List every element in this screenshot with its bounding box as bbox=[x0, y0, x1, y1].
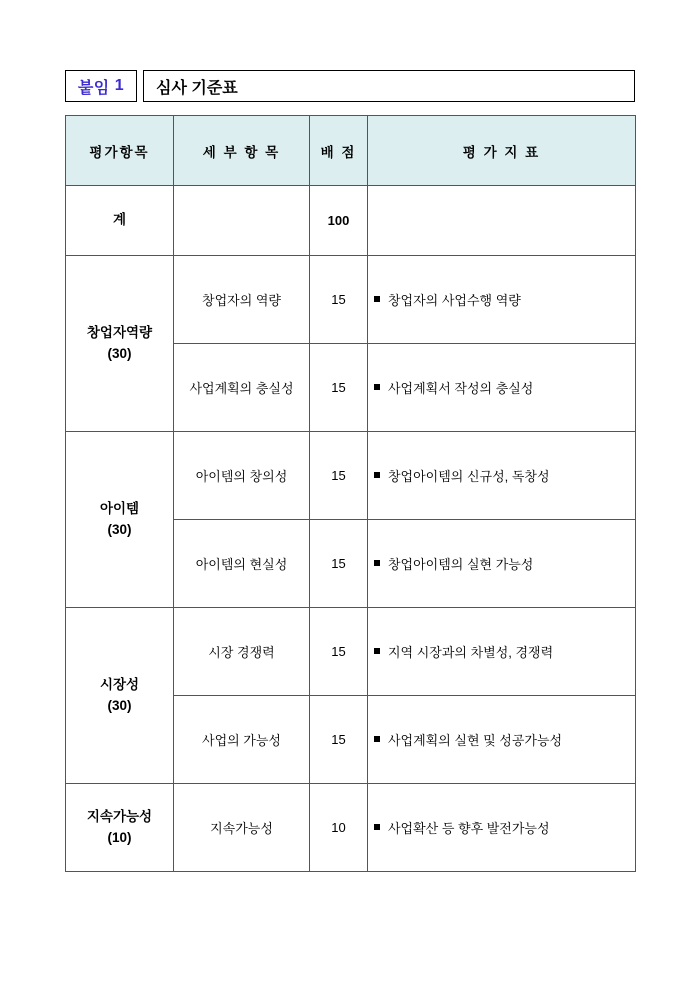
subitem-cell: 아이템의 현실성 bbox=[174, 520, 310, 608]
total-score: 100 bbox=[310, 186, 368, 256]
document-title-box bbox=[143, 70, 635, 102]
total-subitem bbox=[174, 186, 310, 256]
indicator-text: 창업자의 사업수행 역량 bbox=[388, 293, 521, 308]
indicator-cell bbox=[368, 432, 636, 520]
category-name: 창업자역량 bbox=[86, 325, 153, 341]
bullet-icon bbox=[374, 560, 380, 566]
indicator-text: 지역 시장과의 차별성, 경쟁력 bbox=[388, 645, 554, 660]
bullet-icon bbox=[374, 648, 380, 654]
column-header-category: 평가항목 bbox=[66, 116, 174, 186]
header-row bbox=[66, 116, 636, 186]
score-cell: 15 bbox=[310, 520, 368, 608]
indicator-cell bbox=[368, 696, 636, 784]
table-row bbox=[66, 256, 636, 344]
indicator-cell bbox=[368, 520, 636, 608]
category-points: (10) bbox=[107, 829, 132, 845]
table-row bbox=[66, 186, 636, 256]
bullet-icon bbox=[374, 824, 380, 830]
score-cell: 15 bbox=[310, 432, 368, 520]
table-row bbox=[66, 432, 636, 520]
score-cell: 15 bbox=[310, 256, 368, 344]
category-cell bbox=[66, 432, 174, 608]
title-row bbox=[65, 70, 635, 102]
category-name: 아이템 bbox=[99, 501, 140, 517]
category-cell bbox=[66, 256, 174, 432]
total-indicator bbox=[368, 186, 636, 256]
total-category: 계 bbox=[66, 186, 174, 256]
subitem-cell: 창업자의 역량 bbox=[174, 256, 310, 344]
score-cell: 15 bbox=[310, 608, 368, 696]
column-header-score: 배 점 bbox=[310, 116, 368, 186]
bullet-icon bbox=[374, 384, 380, 390]
subitem-cell: 지속가능성 bbox=[174, 784, 310, 872]
indicator-cell bbox=[368, 784, 636, 872]
category-points: (30) bbox=[107, 345, 132, 361]
category-cell bbox=[66, 608, 174, 784]
subitem-cell: 사업계획의 충실성 bbox=[174, 344, 310, 432]
page-title: 심사 기준표 bbox=[156, 79, 238, 97]
indicator-cell bbox=[368, 256, 636, 344]
category-name: 지속가능성 bbox=[86, 809, 153, 825]
score-cell: 15 bbox=[310, 344, 368, 432]
indicator-cell bbox=[368, 608, 636, 696]
attachment-number: 1 bbox=[114, 77, 125, 94]
indicator-text: 사업계획의 실현 및 성공가능성 bbox=[388, 733, 563, 748]
score-cell: 10 bbox=[310, 784, 368, 872]
attachment-label: 붙임 bbox=[77, 79, 110, 97]
category-points: (30) bbox=[107, 521, 132, 537]
bullet-icon bbox=[374, 736, 380, 742]
table-header bbox=[66, 116, 636, 186]
category-cell bbox=[66, 784, 174, 872]
category-name: 시장성 bbox=[99, 677, 140, 693]
category-points: (30) bbox=[107, 697, 132, 713]
attachment-badge bbox=[65, 70, 137, 102]
evaluation-criteria-table bbox=[65, 115, 636, 872]
subitem-cell: 사업의 가능성 bbox=[174, 696, 310, 784]
bullet-icon bbox=[374, 296, 380, 302]
indicator-text: 창업아이템의 실현 가능성 bbox=[388, 557, 534, 572]
indicator-text: 사업계획서 작성의 충실성 bbox=[388, 381, 534, 396]
subitem-cell: 아이템의 창의성 bbox=[174, 432, 310, 520]
bullet-icon bbox=[374, 472, 380, 478]
indicator-text: 창업아이템의 신규성, 독창성 bbox=[388, 469, 550, 484]
column-header-indicator: 평 가 지 표 bbox=[368, 116, 636, 186]
indicator-cell bbox=[368, 344, 636, 432]
column-header-subitem: 세 부 항 목 bbox=[174, 116, 310, 186]
subitem-cell: 시장 경쟁력 bbox=[174, 608, 310, 696]
score-cell: 15 bbox=[310, 696, 368, 784]
indicator-text: 사업확산 등 향후 발전가능성 bbox=[388, 821, 550, 836]
table-row bbox=[66, 784, 636, 872]
table-body bbox=[66, 186, 636, 872]
table-row bbox=[66, 608, 636, 696]
